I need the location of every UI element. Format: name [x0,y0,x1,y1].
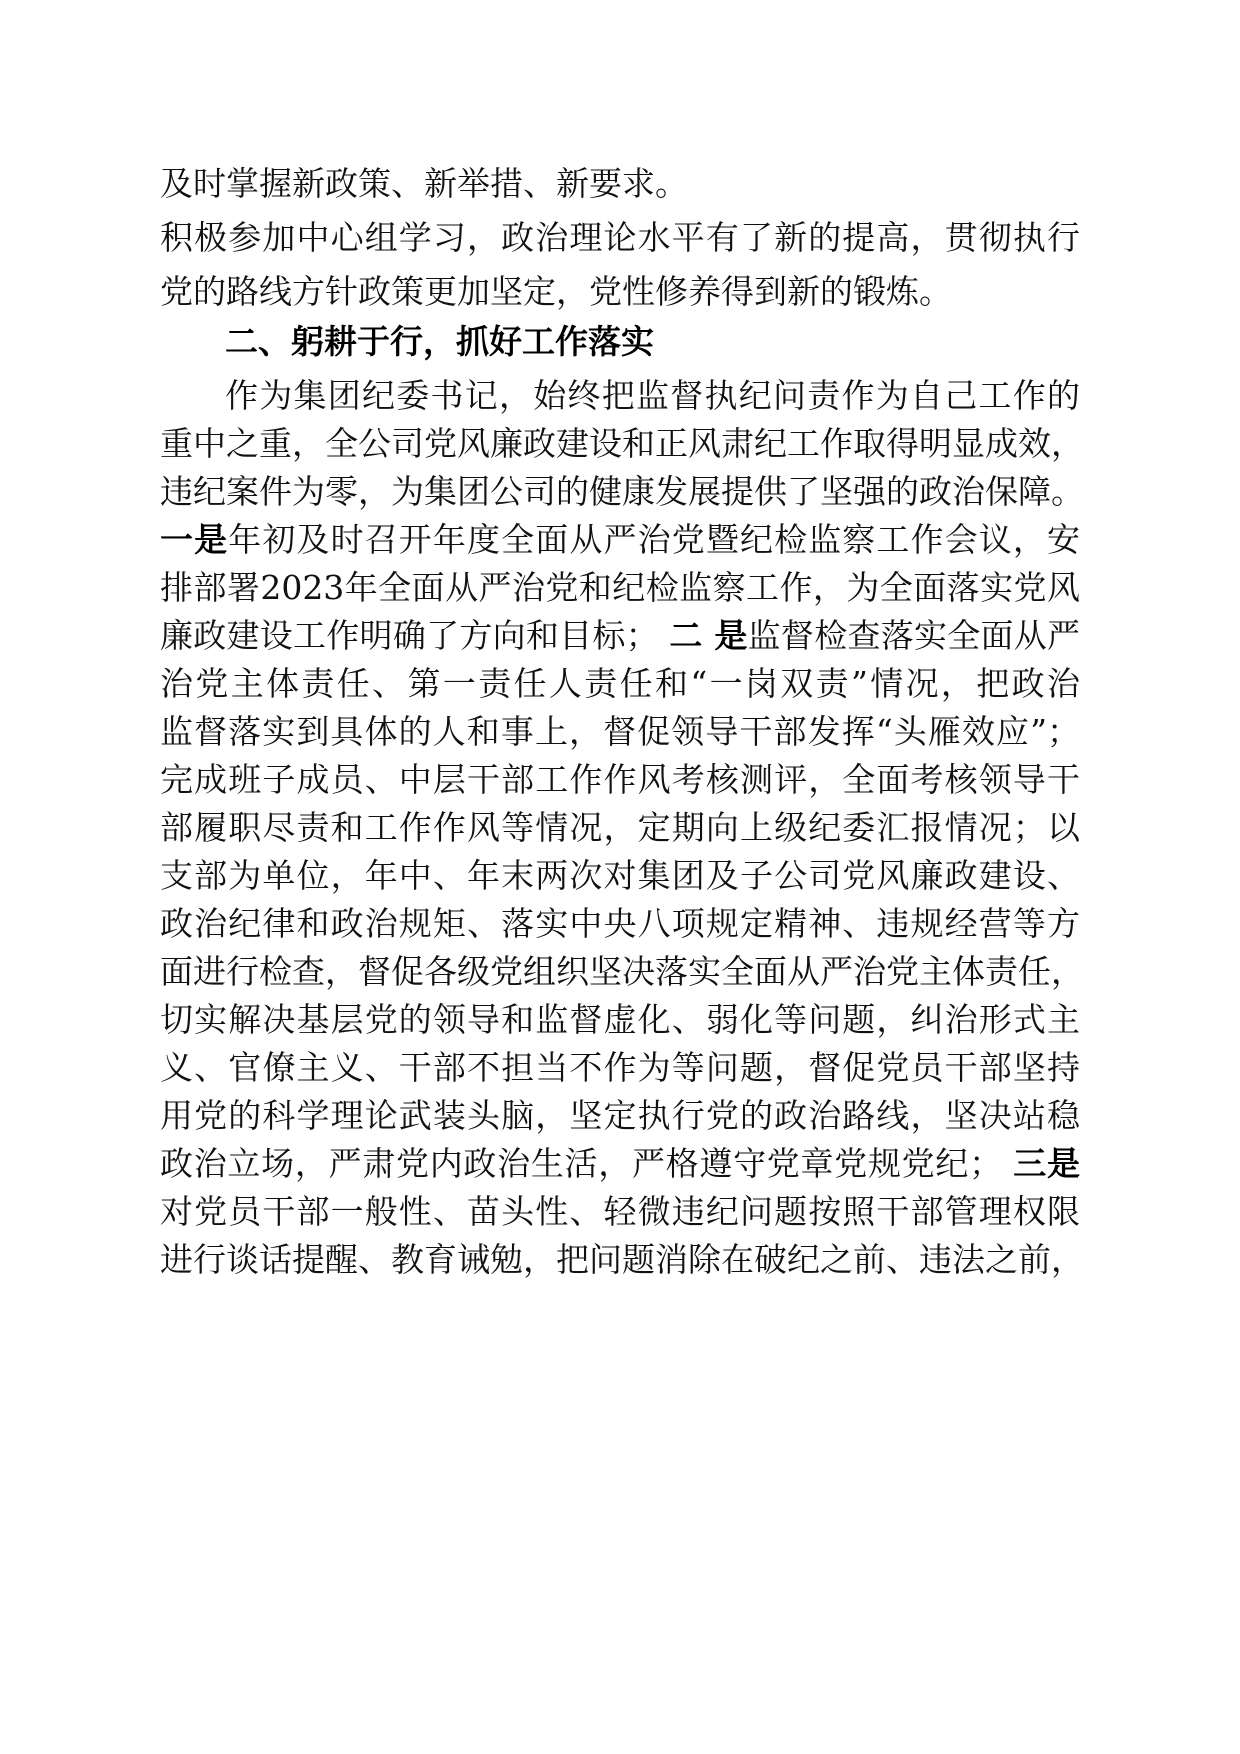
text-line: 支部为单位，年中、年末两次对集团及子公司党风廉政建设、 [160,856,1080,895]
text-line: 及时掌握新政策、新举措、新要求。 [160,164,688,203]
point-3-lead: 三是 [1013,1144,1080,1183]
point-1-text: 廉政建设工作明确了方向和目标； [160,616,659,655]
text-line: 重中之重，全公司党风廉政建设和正风肃纪工作取得明显成效， [160,424,1084,463]
text-line: 作为集团纪委书记，始终把监督执纪问责作为自己工作的 [225,376,1080,415]
text-line [160,520,1080,560]
text-line: 义、官僚主义、干部不担当不作为等问题，督促党员干部坚持 [160,1048,1080,1087]
point-1-text: 年初及时召开年度全面从严治党暨纪检监察工作会议，安 [228,520,1081,559]
text-line: 政治纪律和政治规矩、落实中央八项规定精神、违规经营等方 [160,904,1080,943]
point-2-text: 监督检查落实全面从严 [747,616,1081,655]
text-line: 违纪案件为零，为集团公司的健康发展提供了坚强的政治保障。 [160,472,1084,511]
text-line [160,1144,1080,1184]
text-line: 完成班子成员、中层干部工作作风考核测评，全面考核领导干 [160,760,1080,799]
text-line: 积极参加中心组学习，政治理论水平有了新的提高，贯彻执行 [160,218,1080,257]
point-2-text: 政治立场，严肃党内政治生活，严格遵守党章党规党纪； [160,1144,1003,1183]
text-line: 部履职尽责和工作作风等情况，定期向上级纪委汇报情况；以 [160,808,1080,847]
text-line: 对党员干部一般性、苗头性、轻微违纪问题按照干部管理权限 [160,1192,1080,1231]
text-line: 进行谈话提醒、教育诫勉，把问题消除在破纪之前、违法之前， [160,1240,1084,1279]
text-line: 面进行检查，督促各级党组织坚决落实全面从严治党主体责任， [160,952,1084,991]
point-1-lead: 一是 [160,520,229,559]
text-line [160,616,1080,656]
text-line: 监督落实到具体的人和事上，督促领导干部发挥“头雁效应”； [160,712,1080,751]
text-line: 治党主体责任、第一责任人责任和“一岗双责”情况，把政治 [160,664,1080,703]
point-2-lead: 二 是 [669,616,748,655]
text-line: 党的路线方针政策更加坚定，党性修养得到新的锻炼。 [160,272,952,311]
section-heading: 二、躬耕于行，抓好工作落实 [225,322,654,361]
text-line: 切实解决基层党的领导和监督虚化、弱化等问题，纠治形式主 [160,1000,1080,1039]
text-line: 用党的科学理论武装头脑，坚定执行党的政治路线，坚决站稳 [160,1096,1080,1135]
text-line: 排部署2023年全面从严治党和纪检监察工作，为全面落实党风 [160,568,1080,607]
